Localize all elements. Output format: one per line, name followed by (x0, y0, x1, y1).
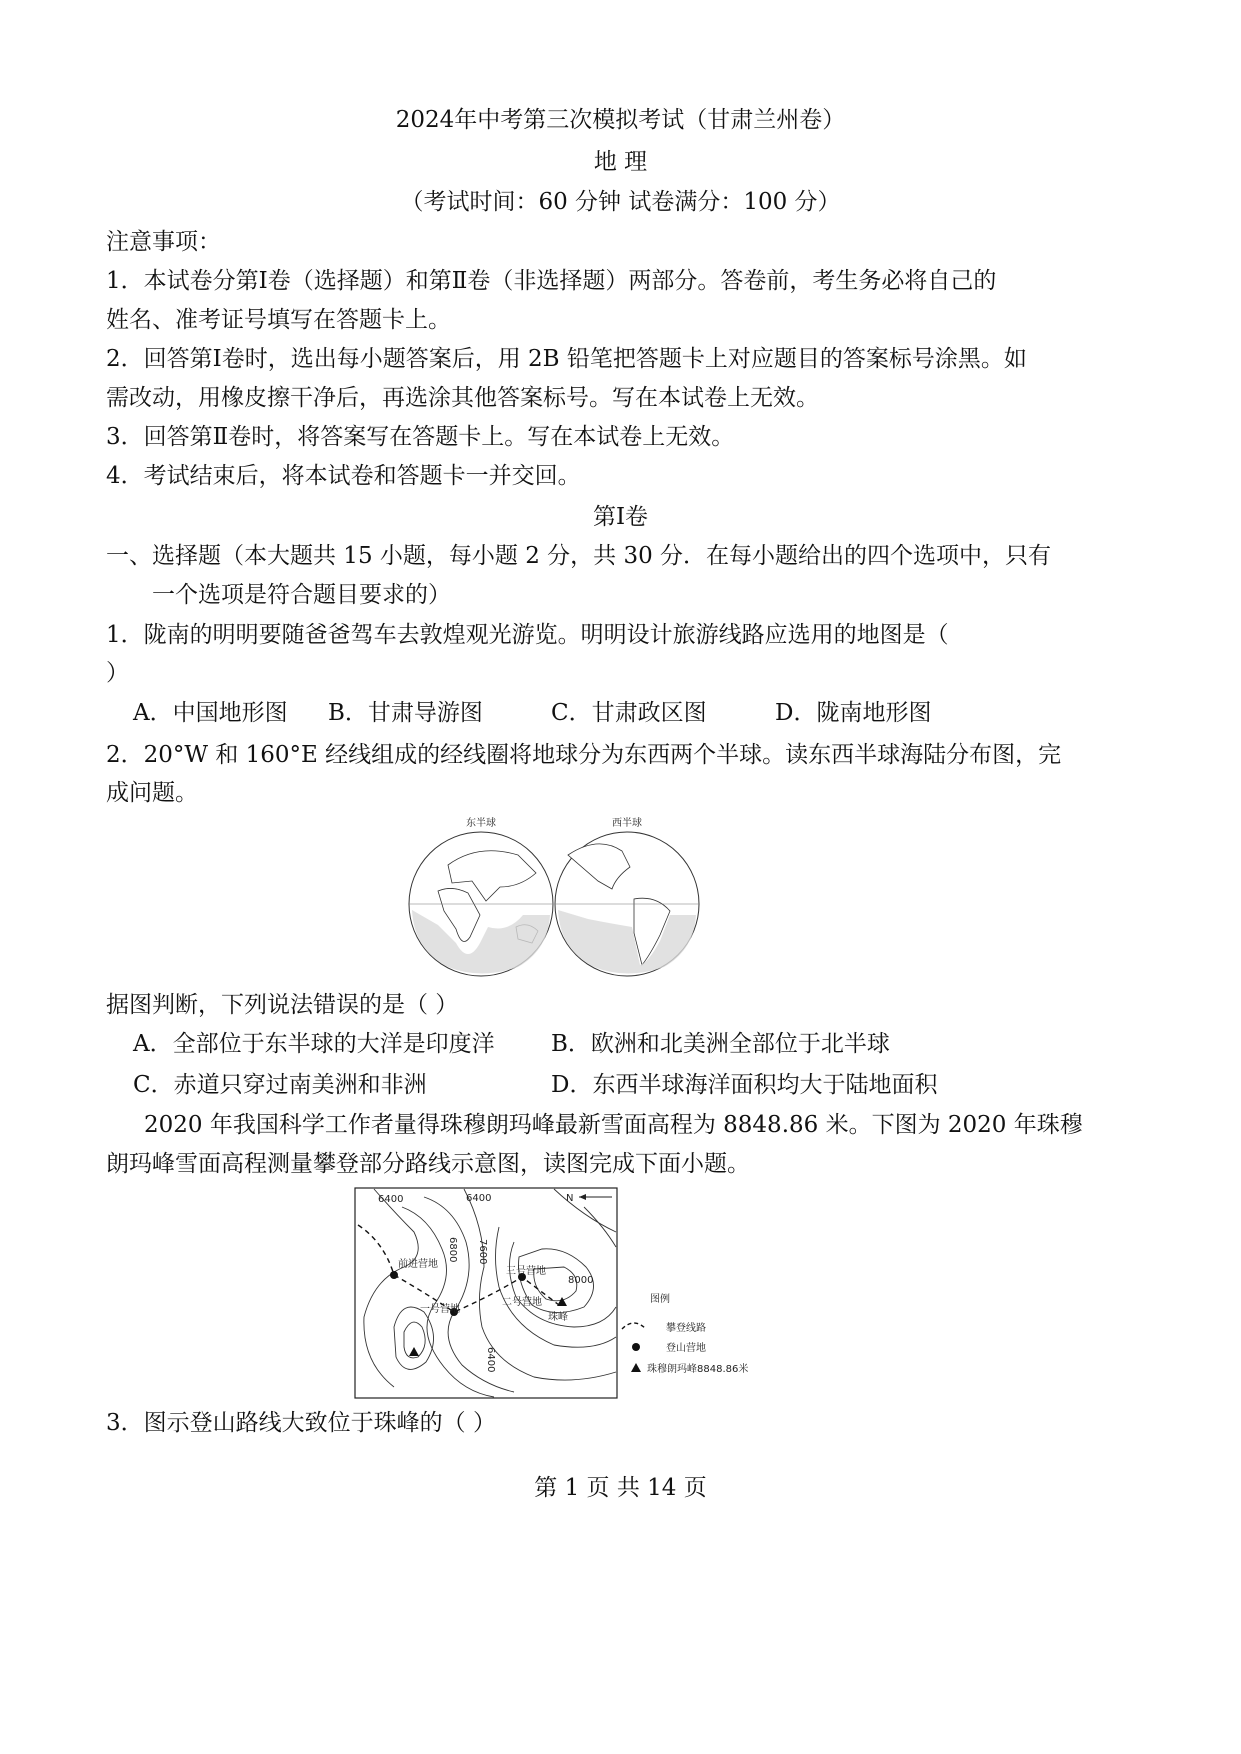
q2-stem-line-2: 成问题。 (106, 780, 198, 806)
contour-label-6400-b: 6400 (466, 1193, 492, 1204)
legend-route-label: 攀登线路 (666, 1323, 706, 1334)
q1-option-b: B．甘肃导游图 (328, 700, 483, 726)
camp-1-label: 一号营地 (420, 1304, 460, 1315)
west-hemisphere-globe (555, 832, 699, 976)
q1-stem-line-2: ） (106, 660, 129, 686)
q3-stem: 3．图示登山路线大致位于珠峰的（ ） (106, 1410, 496, 1436)
camp-advance-label: 前进营地 (398, 1259, 438, 1270)
section-instructions-line-2: 一个选项是符合题目要求的） (152, 582, 451, 608)
q2-option-b: B．欧洲和北美洲全部位于北半球 (551, 1031, 890, 1057)
q2-option-d: D．东西半球海洋面积均大于陆地面积 (551, 1072, 938, 1098)
everest-route-map (354, 1187, 754, 1399)
north-label: N (566, 1193, 574, 1204)
east-hemisphere-globe (409, 832, 553, 976)
note-3: 3．回答第Ⅱ卷时，将答案写在答题卡上。写在本试卷上无效。 (106, 424, 735, 450)
part1-title: 第Ⅰ卷 (592, 504, 649, 530)
page-footer: 第 1 页 共 14 页 (534, 1475, 707, 1501)
camp-2-label: 二号营地 (502, 1297, 542, 1308)
note-2-line-2: 需改动，用橡皮擦干净后，再选涂其他答案标号。写在本试卷上无效。 (106, 385, 819, 411)
q1-stem-line-1: 1．陇南的明明要随爸爸驾车去敦煌观光游览。明明设计旅游线路应选用的地图是（ (106, 622, 949, 648)
exam-title: 2024年中考第三次模拟考试（甘肃兰州卷） (395, 107, 846, 133)
legend-peak-symbol (631, 1363, 641, 1372)
note-4: 4．考试结束后，将本试卷和答题卡一并交回。 (106, 463, 581, 489)
q1-option-a: A．中国地形图 (133, 700, 288, 726)
camp-advance (390, 1271, 398, 1279)
q2-stem-line-1: 2．20°W 和 160°E 经线组成的经线圈将地球分为东西两个半球。读东西半球海陆分布图，完 (106, 742, 1062, 768)
legend-title: 图例 (650, 1294, 670, 1305)
contour-label-8000: 8000 (568, 1275, 594, 1286)
contour-label-6800: 6800 (447, 1237, 458, 1263)
camp-3-label: 三号营地 (506, 1266, 546, 1277)
q2-question: 据图判断，下列说法错误的是（ ） (106, 992, 459, 1018)
contour-label-6400-c: 6400 (485, 1347, 496, 1373)
contour-label-7600: 7600 (477, 1239, 488, 1265)
q2-option-c: C．赤道只穿过南美洲和非洲 (133, 1072, 427, 1098)
legend-camp-label: 登山营地 (666, 1343, 706, 1354)
note-1-line-1: 1．本试卷分第Ⅰ卷（选择题）和第Ⅱ卷（非选择题）两部分。答卷前，考生务必将自己的 (106, 268, 997, 294)
section-instructions-line-1: 一、选择题（本大题共 15 小题，每小题 2 分，共 30 分．在每小题给出的四个选项中，只有 (106, 543, 1052, 569)
legend-route-symbol (622, 1323, 646, 1329)
west-hemisphere-label: 西半球 (612, 818, 642, 829)
contour-label-6400-a: 6400 (378, 1194, 404, 1205)
map-legend (622, 1292, 748, 1375)
legend-camp-symbol (632, 1343, 640, 1351)
hemispheres-figure (408, 815, 700, 977)
subject-title: 地 理 (593, 149, 648, 175)
peak-label: 珠峰 (548, 1312, 568, 1323)
east-hemisphere-label: 东半球 (466, 818, 496, 829)
notes-heading: 注意事项： (106, 229, 221, 255)
material-line-1: 2020 年我国科学工作者量得珠穆朗玛峰最新雪面高程为 8848.86 米。下图为 2020 年珠穆 (144, 1112, 1083, 1138)
q1-option-c: C．甘肃政区图 (551, 700, 707, 726)
q2-option-a: A．全部位于东半球的大洋是印度洋 (133, 1031, 495, 1057)
q1-option-d: D．陇南地形图 (775, 700, 932, 726)
legend-peak-label: 珠穆朗玛峰8848.86米 (647, 1364, 749, 1375)
note-2-line-1: 2．回答第Ⅰ卷时，选出每小题答案后，用 2B 铅笔把答题卡上对应题目的答案标号涂黑。如 (106, 346, 1027, 372)
exam-info: （考试时间：60 分钟 试卷满分：100 分） (400, 189, 841, 215)
note-1-line-2: 姓名、准考证号填写在答题卡上。 (106, 307, 451, 333)
material-line-2: 朗玛峰雪面高程测量攀登部分路线示意图，读图完成下面小题。 (106, 1151, 750, 1177)
